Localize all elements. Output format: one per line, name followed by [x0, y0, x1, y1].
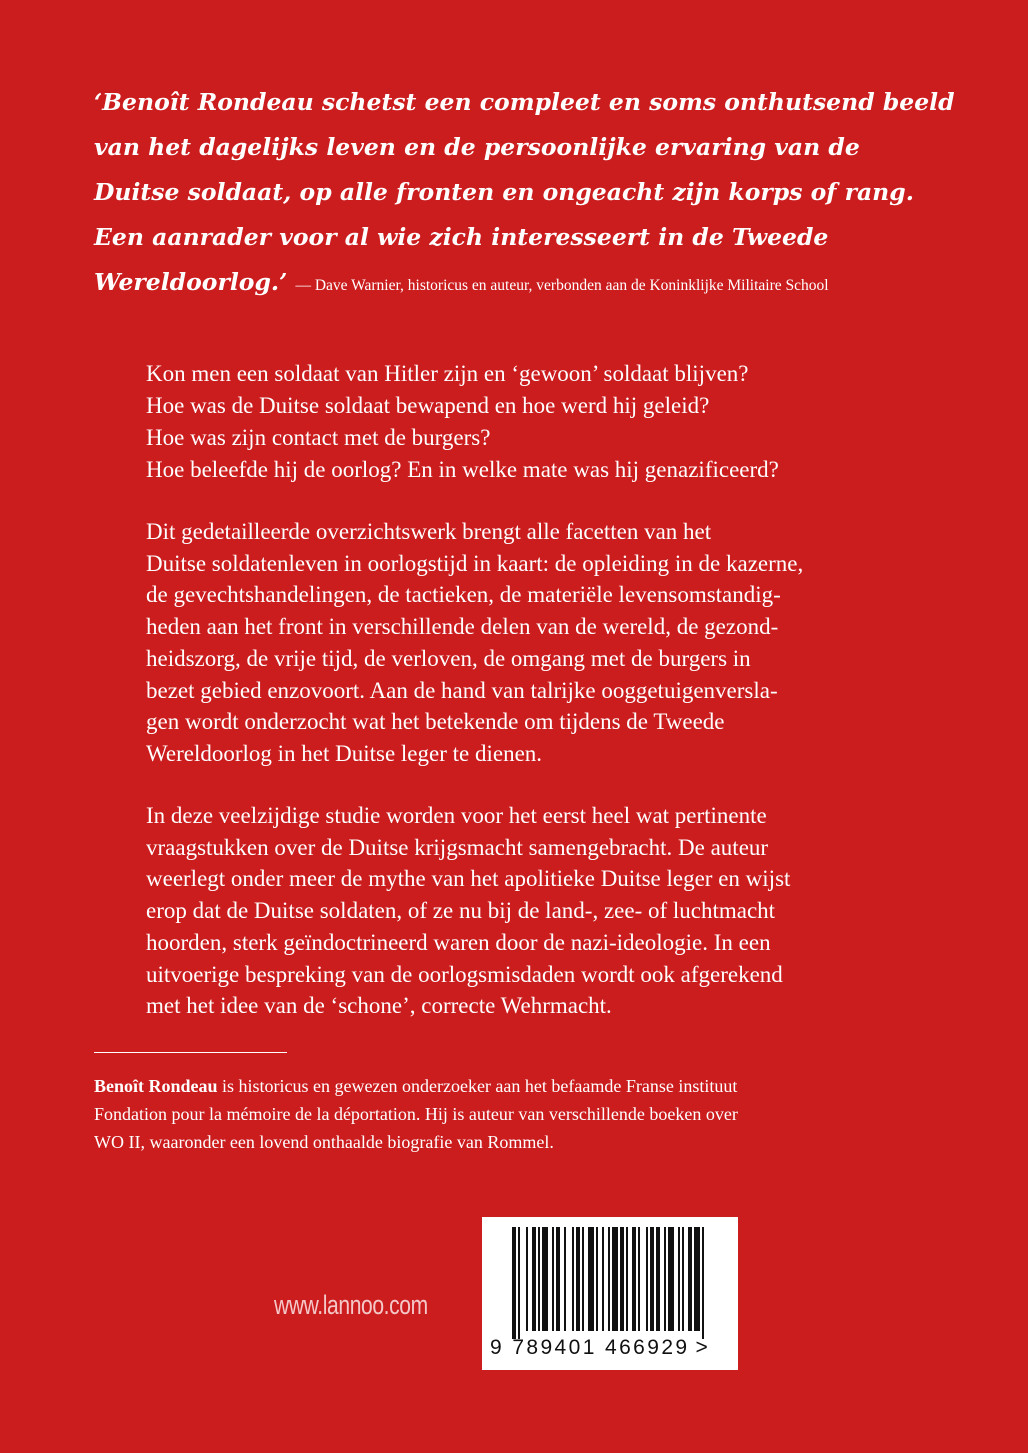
isbn-arrow: >	[695, 1336, 711, 1359]
barcode-bar	[564, 1227, 566, 1331]
paragraph-line: Duitse soldatenleven in oorlogstijd in kaart: de opleiding in de kazerne,	[146, 550, 804, 576]
paragraph-line: vraagstukken over de Duitse krijgsmacht samengebracht. De auteur	[146, 834, 769, 860]
barcode-bar	[556, 1227, 560, 1331]
barcode-bar	[538, 1227, 540, 1331]
bio-line: Fondation pour la mémoire de la déportation. Hij is auteur van verschillende boeken over	[94, 1104, 738, 1124]
barcode-bar	[532, 1227, 536, 1331]
endorsement-quote	[94, 80, 954, 308]
author-name: Benoît Rondeau	[94, 1076, 218, 1096]
description-paragraph-1	[146, 516, 906, 770]
barcode-bar	[608, 1227, 610, 1331]
barcode-bar	[602, 1227, 604, 1331]
barcode-bar	[646, 1227, 648, 1331]
paragraph-line: heden aan het front in verschillende delen van de wereld, de gezond-	[146, 614, 779, 640]
barcode-bar	[552, 1227, 554, 1331]
barcode-bar	[650, 1227, 654, 1331]
isbn-barcode	[482, 1217, 738, 1370]
question-line: Hoe beleefde hij de oorlog? En in welke mate was hij genazificeerd?	[146, 457, 779, 482]
barcode-bar	[518, 1227, 520, 1339]
bio-line	[94, 1072, 934, 1100]
quote-line: Duitse soldaat, op alle fronten en ongeacht zijn korps of rang.	[94, 178, 914, 206]
barcode-bar	[526, 1227, 528, 1331]
paragraph-line: hoorden, sterk geïndoctrineerd waren door de nazi-ideologie. In een	[146, 929, 771, 955]
barcode-bar	[626, 1227, 628, 1331]
quote-line: Een aanrader voor al wie zich interesseert in de Tweede	[94, 223, 829, 251]
barcode-bar	[588, 1227, 594, 1331]
paragraph-line: gen wordt onderzocht wat het betekende om tijdens de Tweede	[146, 709, 725, 735]
paragraph-line: In deze veelzijdige studie worden voor het eerst heel wat pertinente	[146, 803, 767, 828]
quote-line-end: Wereldoorlog.’	[94, 268, 288, 296]
author-bio	[94, 1072, 934, 1156]
barcode-bar	[612, 1227, 618, 1331]
quote-last-line	[94, 260, 954, 308]
description-paragraph-2	[146, 800, 906, 1022]
barcode-bar	[656, 1227, 660, 1331]
barcode-bar	[678, 1227, 680, 1331]
quote-line: van het dagelijks leven en de persoonlijke ervaring van de	[94, 133, 860, 161]
paragraph-line: weerlegt onder meer de mythe van het apolitieke Duitse leger en wijst	[146, 866, 791, 892]
barcode-bar	[668, 1227, 674, 1331]
barcode-bar	[572, 1227, 574, 1331]
isbn-digits-text: 9 789401 466929	[490, 1336, 690, 1359]
paragraph-line: Wereldoorlog in het Duitse leger te dienen.	[146, 740, 543, 766]
barcode-bar	[682, 1227, 684, 1331]
paragraph-line: met het idee van de ‘schone’, correcte Wehrmacht.	[146, 993, 612, 1019]
isbn-number	[490, 1336, 734, 1360]
question-line: Kon men een soldaat van Hitler zijn en ‘gewoon’ soldaat blijven?	[146, 361, 749, 386]
questions-block	[146, 358, 906, 486]
barcode-bar	[632, 1227, 636, 1331]
barcode-bar	[576, 1227, 580, 1331]
barcode-bar	[694, 1227, 700, 1331]
barcode-bar	[620, 1227, 624, 1331]
paragraph-line: Dit gedetailleerde overzichtswerk brengt alle facetten van het	[146, 519, 712, 544]
bio-line: WO II, waaronder een lovend onthaalde biografie van Rommel.	[94, 1132, 554, 1152]
paragraph-line: bezet gebied enzovoort. Aan de hand van talrijke ooggetuigenversla-	[146, 677, 778, 703]
quote-line: ‘Benoît Rondeau schetst een compleet en soms onthutsend beeld	[94, 88, 955, 116]
question-line: Hoe was zijn contact met de burgers?	[146, 425, 491, 450]
barcode-bar	[664, 1227, 666, 1331]
section-divider	[94, 1052, 287, 1053]
paragraph-line: de gevechtshandelingen, de tactieken, de materiële levensomstandig-	[146, 582, 781, 608]
quote-attribution: — Dave Warnier, historicus en auteur, verbonden aan de Koninklijke Militaire School	[295, 277, 829, 294]
barcode-bar	[638, 1227, 640, 1331]
paragraph-line: erop dat de Duitse soldaten, of ze nu bij de land-, zee- of luchtmacht	[146, 898, 776, 924]
paragraph-line: uitvoerige bespreking van de oorlogsmisdaden wordt ook afgerekend	[146, 961, 783, 987]
question-line: Hoe was de Duitse soldaat bewapend en hoe werd hij geleid?	[146, 393, 710, 418]
barcode-bar	[596, 1227, 598, 1331]
paragraph-line: heidszorg, de vrije tijd, de verloven, de omgang met de burgers in	[146, 645, 751, 671]
barcode-bar	[582, 1227, 584, 1331]
barcode-bar	[688, 1227, 692, 1331]
barcode-bar	[702, 1227, 704, 1339]
publisher-website[interactable]: www.lannoo.com	[274, 1290, 428, 1320]
barcode-bar	[542, 1227, 548, 1331]
bio-text: is historicus en gewezen onderzoeker aan het befaamde Franse instituut	[217, 1076, 738, 1096]
barcode-bar	[512, 1227, 516, 1339]
